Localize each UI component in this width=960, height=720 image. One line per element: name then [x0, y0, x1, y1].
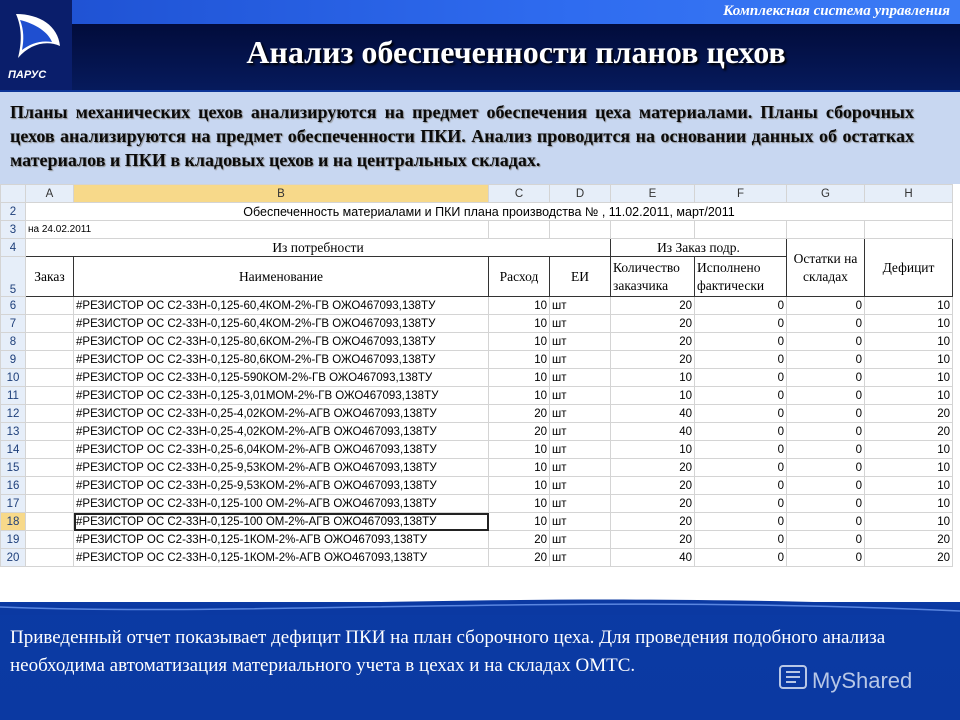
- data-rows: [1, 297, 953, 567]
- col-header-b[interactable]: B: [74, 185, 489, 203]
- order-cell[interactable]: [26, 369, 74, 387]
- unit-cell[interactable]: шт: [550, 441, 611, 459]
- done-cell[interactable]: 0: [695, 297, 787, 315]
- expense-cell[interactable]: 10: [489, 351, 550, 369]
- name-cell[interactable]: #РЕЗИСТОР ОС С2-33Н-0,125-80,6КОМ-2%-ГВ ОЖО467093,138ТУ: [74, 351, 489, 369]
- qty-customer-header[interactable]: Количество заказчика: [611, 257, 695, 297]
- footer-text: Приведенный отчет показывает дефицит ПКИ на план сборочного цеха. Для проведения подобного анализа необходима автоматизация материального учета в цехах и на складах ОМТС.: [10, 627, 886, 676]
- order-cell[interactable]: [26, 423, 74, 441]
- stock-cell[interactable]: 0: [787, 549, 865, 567]
- name-cell[interactable]: #РЕЗИСТОР ОС С2-33Н-0,125-1КОМ-2%-АГВ ОЖО467093,138ТУ: [74, 531, 489, 549]
- col-header-f[interactable]: F: [695, 185, 787, 203]
- top-caption: Комплексная система управления: [723, 3, 950, 19]
- row-header[interactable]: 20: [1, 549, 26, 567]
- deficit-cell[interactable]: 10: [865, 351, 953, 369]
- watermark: [776, 660, 936, 700]
- done-cell[interactable]: 0: [695, 351, 787, 369]
- table-row: [1, 369, 953, 387]
- table-row: [1, 423, 953, 441]
- name-cell[interactable]: #РЕЗИСТОР ОС С2-33Н-0,25-9,53КОМ-2%-АГВ ОЖО467093,138ТУ: [74, 459, 489, 477]
- watermark-logo-icon: [776, 660, 936, 700]
- unit-cell[interactable]: шт: [550, 405, 611, 423]
- table-row: [1, 315, 953, 333]
- unit-cell[interactable]: шт: [550, 315, 611, 333]
- unit-cell[interactable]: шт: [550, 351, 611, 369]
- name-cell[interactable]: #РЕЗИСТОР ОС С2-33Н-0,25-9,53КОМ-2%-АГВ ОЖО467093,138ТУ: [74, 477, 489, 495]
- sheet-title-row: [1, 203, 953, 221]
- expense-cell[interactable]: 10: [489, 495, 550, 513]
- expense-cell[interactable]: 20: [489, 405, 550, 423]
- done-cell[interactable]: 0: [695, 549, 787, 567]
- group-header-row: [1, 239, 953, 257]
- table-row: [1, 513, 953, 531]
- table-row: [1, 495, 953, 513]
- done-cell[interactable]: 0: [695, 459, 787, 477]
- deficit-cell[interactable]: 20: [865, 423, 953, 441]
- col-header-d[interactable]: D: [550, 185, 611, 203]
- done-actual-header[interactable]: Исполнено фактически: [695, 257, 787, 297]
- stock-cell[interactable]: 0: [787, 495, 865, 513]
- row-header[interactable]: 14: [1, 441, 26, 459]
- qty-cell[interactable]: 10: [611, 441, 695, 459]
- qty-cell[interactable]: 40: [611, 549, 695, 567]
- qty-cell[interactable]: 10: [611, 387, 695, 405]
- done-cell[interactable]: 0: [695, 495, 787, 513]
- done-cell[interactable]: 0: [695, 477, 787, 495]
- unit-header[interactable]: ЕИ: [550, 257, 611, 297]
- done-cell[interactable]: 0: [695, 315, 787, 333]
- expense-cell[interactable]: 10: [489, 441, 550, 459]
- stock-header[interactable]: Остатки на складах: [787, 239, 865, 297]
- expense-cell[interactable]: 10: [489, 459, 550, 477]
- name-cell[interactable]: #РЕЗИСТОР ОС С2-33Н-0,25-6,04КОМ-2%-АГВ ОЖО467093,138ТУ: [74, 441, 489, 459]
- done-cell[interactable]: 0: [695, 423, 787, 441]
- deficit-cell[interactable]: 20: [865, 405, 953, 423]
- order-cell[interactable]: [26, 531, 74, 549]
- order-cell[interactable]: [26, 351, 74, 369]
- unit-cell[interactable]: шт: [550, 333, 611, 351]
- row-header[interactable]: 5: [1, 257, 26, 297]
- watermark-text: MyShared: [812, 668, 913, 693]
- unit-cell[interactable]: шт: [550, 297, 611, 315]
- order-cell[interactable]: [26, 513, 74, 531]
- name-cell[interactable]: #РЕЗИСТОР ОС С2-33Н-0,25-4,02КОМ-2%-АГВ ОЖО467093,138ТУ: [74, 423, 489, 441]
- unit-cell[interactable]: шт: [550, 387, 611, 405]
- deficit-cell[interactable]: 10: [865, 459, 953, 477]
- name-cell[interactable]: #РЕЗИСТОР ОС С2-33Н-0,125-60,4КОМ-2%-ГВ ОЖО467093,138ТУ: [74, 297, 489, 315]
- order-cell[interactable]: [26, 549, 74, 567]
- table-row: [1, 441, 953, 459]
- expense-cell[interactable]: 10: [489, 513, 550, 531]
- deficit-cell[interactable]: 10: [865, 513, 953, 531]
- done-cell[interactable]: 0: [695, 513, 787, 531]
- qty-cell[interactable]: 20: [611, 351, 695, 369]
- column-header-row: [1, 185, 953, 203]
- done-cell[interactable]: 0: [695, 333, 787, 351]
- intro-box: [0, 92, 960, 184]
- col-header-c[interactable]: C: [489, 185, 550, 203]
- table-row: [1, 351, 953, 369]
- stock-cell[interactable]: 0: [787, 351, 865, 369]
- deficit-cell[interactable]: 10: [865, 495, 953, 513]
- row-header[interactable]: 17: [1, 495, 26, 513]
- row-header[interactable]: 18: [1, 513, 26, 531]
- name-cell[interactable]: #РЕЗИСТОР ОС С2-33Н-0,125-100 ОМ-2%-АГВ ОЖО467093,138ТУ: [74, 495, 489, 513]
- deficit-cell[interactable]: 10: [865, 387, 953, 405]
- stock-cell[interactable]: 0: [787, 405, 865, 423]
- row-header[interactable]: 7: [1, 315, 26, 333]
- row-header[interactable]: 16: [1, 477, 26, 495]
- qty-cell[interactable]: 20: [611, 495, 695, 513]
- stock-cell[interactable]: 0: [787, 459, 865, 477]
- expense-cell[interactable]: 10: [489, 297, 550, 315]
- qty-cell[interactable]: 40: [611, 405, 695, 423]
- order-cell[interactable]: [26, 405, 74, 423]
- name-cell[interactable]: #РЕЗИСТОР ОС С2-33Н-0,125-590КОМ-2%-ГВ ОЖО467093,138ТУ: [74, 369, 489, 387]
- unit-cell[interactable]: шт: [550, 513, 611, 531]
- expense-cell[interactable]: 10: [489, 315, 550, 333]
- deficit-cell[interactable]: 10: [865, 441, 953, 459]
- name-cell[interactable]: #РЕЗИСТОР ОС С2-33Н-0,125-100 ОМ-2%-АГВ ОЖО467093,138ТУ: [74, 513, 489, 531]
- decorative-wave: [0, 585, 960, 615]
- order-cell[interactable]: [26, 441, 74, 459]
- order-cell[interactable]: [26, 297, 74, 315]
- unit-cell[interactable]: шт: [550, 459, 611, 477]
- deficit-cell[interactable]: 10: [865, 315, 953, 333]
- table-row: [1, 387, 953, 405]
- expense-cell[interactable]: 10: [489, 369, 550, 387]
- expense-cell[interactable]: 20: [489, 531, 550, 549]
- stock-cell[interactable]: 0: [787, 297, 865, 315]
- stock-cell[interactable]: 0: [787, 315, 865, 333]
- stock-cell[interactable]: 0: [787, 423, 865, 441]
- deficit-cell[interactable]: 10: [865, 333, 953, 351]
- intro-text: Планы механических цехов анализируются на предмет обеспечения цеха материалами. Планы сборочных цехов анализируются на предмет обеспеченности ПКИ. Анализ проводится на основании данных об остатках материалов и ПКИ в кладовых цехов и на центральных складах.: [10, 102, 914, 170]
- row-header[interactable]: 8: [1, 333, 26, 351]
- qty-cell[interactable]: 20: [611, 513, 695, 531]
- from-order-header[interactable]: Из Заказ подр.: [611, 239, 787, 257]
- stock-cell[interactable]: 0: [787, 531, 865, 549]
- qty-cell[interactable]: 20: [611, 531, 695, 549]
- table-row: [1, 477, 953, 495]
- name-cell[interactable]: #РЕЗИСТОР ОС С2-33Н-0,125-3,01МОМ-2%-ГВ ОЖО467093,138ТУ: [74, 387, 489, 405]
- stock-cell[interactable]: 0: [787, 387, 865, 405]
- done-cell[interactable]: 0: [695, 531, 787, 549]
- stock-cell[interactable]: 0: [787, 513, 865, 531]
- row-header[interactable]: 11: [1, 387, 26, 405]
- table-row: [1, 549, 953, 567]
- select-all-corner[interactable]: [1, 185, 26, 203]
- qty-cell[interactable]: 20: [611, 459, 695, 477]
- row-header[interactable]: 6: [1, 297, 26, 315]
- table-row: [1, 405, 953, 423]
- name-cell[interactable]: #РЕЗИСТОР ОС С2-33Н-0,125-60,4КОМ-2%-ГВ ОЖО467093,138ТУ: [74, 315, 489, 333]
- row-header[interactable]: 10: [1, 369, 26, 387]
- from-need-header[interactable]: Из потребности: [26, 239, 611, 257]
- expense-cell[interactable]: 10: [489, 477, 550, 495]
- sheet-date-row: [1, 221, 953, 239]
- deficit-cell[interactable]: 10: [865, 297, 953, 315]
- qty-cell[interactable]: 20: [611, 297, 695, 315]
- logo-text: ПАРУС: [8, 69, 47, 81]
- row-header[interactable]: 4: [1, 239, 26, 257]
- row-header[interactable]: 15: [1, 459, 26, 477]
- unit-cell[interactable]: шт: [550, 369, 611, 387]
- name-header[interactable]: Наименование: [74, 257, 489, 297]
- order-cell[interactable]: [26, 459, 74, 477]
- deficit-cell[interactable]: 10: [865, 369, 953, 387]
- col-header-g[interactable]: G: [787, 185, 865, 203]
- expense-header[interactable]: Расход: [489, 257, 550, 297]
- sheet-title-cell[interactable]: Обеспеченность материалами и ПКИ плана производства № , 11.02.2011, март/2011: [26, 203, 953, 221]
- done-cell[interactable]: 0: [695, 369, 787, 387]
- unit-cell[interactable]: шт: [550, 423, 611, 441]
- done-cell[interactable]: 0: [695, 441, 787, 459]
- spreadsheet-screenshot: [0, 184, 960, 602]
- name-cell[interactable]: #РЕЗИСТОР ОС С2-33Н-0,25-4,02КОМ-2%-АГВ ОЖО467093,138ТУ: [74, 405, 489, 423]
- order-cell[interactable]: [26, 495, 74, 513]
- stock-cell[interactable]: 0: [787, 333, 865, 351]
- row-header[interactable]: 13: [1, 423, 26, 441]
- row-header[interactable]: 19: [1, 531, 26, 549]
- col-header-h[interactable]: H: [865, 185, 953, 203]
- name-cell[interactable]: #РЕЗИСТОР ОС С2-33Н-0,125-80,6КОМ-2%-ГВ ОЖО467093,138ТУ: [74, 333, 489, 351]
- deficit-cell[interactable]: 10: [865, 477, 953, 495]
- row-header[interactable]: 3: [1, 221, 26, 239]
- order-header[interactable]: Заказ: [26, 257, 74, 297]
- stock-cell[interactable]: 0: [787, 369, 865, 387]
- table-row: [1, 459, 953, 477]
- qty-cell[interactable]: 20: [611, 477, 695, 495]
- order-cell[interactable]: [26, 387, 74, 405]
- stock-cell[interactable]: 0: [787, 441, 865, 459]
- col-header-e[interactable]: E: [611, 185, 695, 203]
- expense-cell[interactable]: 10: [489, 333, 550, 351]
- qty-cell[interactable]: 20: [611, 315, 695, 333]
- name-cell[interactable]: #РЕЗИСТОР ОС С2-33Н-0,125-1КОМ-2%-АГВ ОЖО467093,138ТУ: [74, 549, 489, 567]
- row-header[interactable]: 9: [1, 351, 26, 369]
- deficit-cell[interactable]: 20: [865, 531, 953, 549]
- row-header[interactable]: 2: [1, 203, 26, 221]
- unit-cell[interactable]: шт: [550, 549, 611, 567]
- order-cell[interactable]: [26, 315, 74, 333]
- order-cell[interactable]: [26, 333, 74, 351]
- deficit-header[interactable]: Дефицит: [865, 239, 953, 297]
- order-cell[interactable]: [26, 477, 74, 495]
- table-row: [1, 531, 953, 549]
- qty-cell[interactable]: 20: [611, 333, 695, 351]
- unit-cell[interactable]: шт: [550, 495, 611, 513]
- sail-logo-icon: [0, 0, 72, 90]
- expense-cell[interactable]: 20: [489, 549, 550, 567]
- qty-cell[interactable]: 40: [611, 423, 695, 441]
- page-title: Анализ обеспеченности планов цехов: [246, 34, 786, 70]
- unit-cell[interactable]: шт: [550, 531, 611, 549]
- done-cell[interactable]: 0: [695, 405, 787, 423]
- logo: [0, 0, 72, 90]
- row-header[interactable]: 12: [1, 405, 26, 423]
- expense-cell[interactable]: 20: [489, 423, 550, 441]
- qty-cell[interactable]: 10: [611, 369, 695, 387]
- col-header-a[interactable]: A: [26, 185, 74, 203]
- spreadsheet-grid: [0, 184, 953, 567]
- deficit-cell[interactable]: 20: [865, 549, 953, 567]
- table-row: [1, 297, 953, 315]
- table-row: [1, 333, 953, 351]
- unit-cell[interactable]: шт: [550, 477, 611, 495]
- stock-cell[interactable]: 0: [787, 477, 865, 495]
- done-cell[interactable]: 0: [695, 387, 787, 405]
- sheet-date-cell[interactable]: на 24.02.2011: [26, 221, 489, 239]
- expense-cell[interactable]: 10: [489, 387, 550, 405]
